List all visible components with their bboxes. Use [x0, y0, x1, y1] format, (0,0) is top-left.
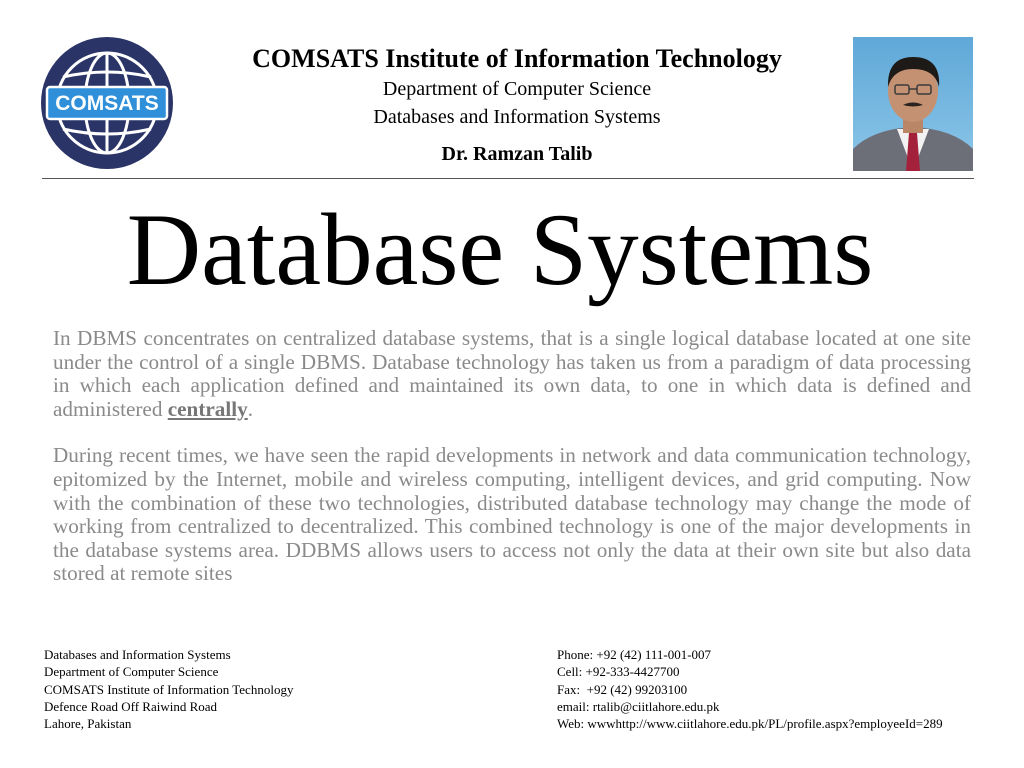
footer-line: Lahore, Pakistan [44, 716, 132, 732]
footer-cell: Cell: +92-333-4427700 [557, 664, 680, 680]
footer-fax: Fax: +92 (42) 99203100 [557, 681, 688, 697]
globe-logo-icon [41, 37, 173, 169]
footer-phone: Phone: +92 (42) 111-001-007 [557, 647, 712, 662]
header [200, 43, 834, 167]
emphasis-centrally: centrally [167, 396, 248, 421]
paragraph-2: During recent times, we have seen the rapid developments in network and data communication technology, epitomized by the Internet, mobile and wireless computing, intelligent devices, and grid computing. Now with the combination of these two technologies, distributed database technology may change the mode of working from centralized to decentralized. This combined technology is one of the major developments in the database systems area. DDBMS allows users to access not only the data at their own site but also data stored at remote sites [53, 443, 971, 586]
slide-title: Database Systems [126, 193, 874, 307]
footer-line: COMSATS Institute of Information Technology [44, 681, 294, 697]
logo-text: COMSATS [55, 92, 159, 115]
author-photo [853, 37, 973, 171]
author-name: Dr. Ramzan Talib [441, 143, 593, 165]
department-name: Department of Computer Science [382, 78, 652, 100]
paragraph-1 [53, 327, 971, 421]
footer-address [44, 646, 293, 732]
paragraph-1-end: . [247, 396, 254, 421]
footer-line: Department of Computer Science [44, 664, 219, 680]
slide-body [53, 327, 971, 609]
course-name: Databases and Information Systems [373, 106, 661, 128]
person-portrait-icon [853, 37, 973, 171]
footer-line: Databases and Information Systems [44, 647, 231, 662]
institution-name: COMSATS Institute of Information Technology [252, 44, 782, 73]
footer-contact [557, 646, 943, 732]
comsats-logo [41, 37, 173, 169]
footer-web: Web: wwwhttp://www.ciitlahore.edu.pk/PL/profile.aspx?employeeId=289 [557, 716, 943, 732]
paragraph-1-text: In DBMS concentrates on centralized database systems, that is a single logical database located at one site under the control of a single DBMS. Database technology has taken us from a paradigm of data processing in which each application defined and maintained its own data, to one in which data is defined and administered [53, 326, 971, 421]
header-divider [42, 178, 974, 179]
footer-line: Defence Road Off Raiwind Road [44, 698, 218, 714]
footer-email: email: rtalib@ciitlahore.edu.pk [557, 698, 720, 714]
